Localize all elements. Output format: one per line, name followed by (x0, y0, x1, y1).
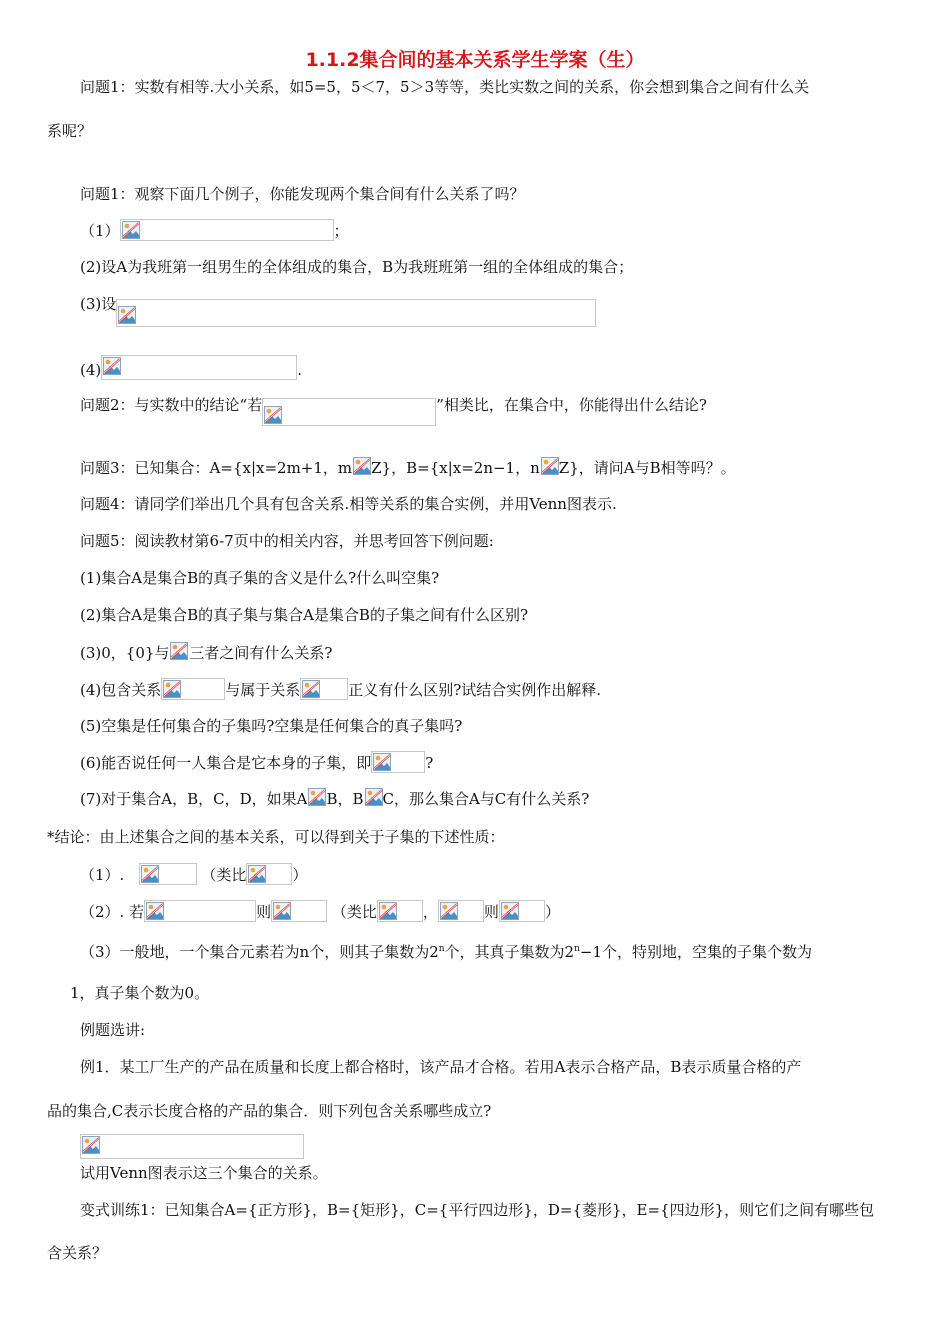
formula-image (139, 863, 197, 885)
property2-then: 则 (256, 903, 272, 921)
formula-image (120, 219, 334, 241)
formula-image (262, 398, 436, 426)
example1-line2: 品的集合,C表示长度合格的产品的集合．则下列包含关系哪些成立? (47, 1102, 492, 1120)
broken-image-icon (440, 902, 458, 920)
broken-image-icon (170, 642, 188, 660)
formula-image (116, 299, 596, 327)
broken-image-icon (103, 357, 121, 375)
question2-suffix: ”相类比，在集合中，你能得出什么结论? (436, 396, 707, 414)
property2-then2: 则 (483, 903, 499, 921)
intro-question-line1: 问题1：实数有相等.大小关系，如5=5，5＜7，5＞3等等，类比实数之间的关系，你会想到集合之间有什么关 (80, 78, 810, 96)
subset-symbol-image (364, 787, 383, 809)
sub6-prefix: (6)能否说任何一人集合是它本身的子集，即 (80, 754, 372, 772)
question3 (80, 456, 736, 479)
formula-image (438, 900, 484, 922)
question5-heading: 问题5：阅读教材第6-7页中的相关内容，并思考回答下例问题: (80, 532, 494, 550)
examples-heading: 例题选讲: (80, 1021, 146, 1039)
question2-prefix: 问题2：与实数中的结论“若 (80, 396, 263, 414)
conclusion-heading: *结论：由上述集合之间的基本关系，可以得到关于子集的下述性质： (47, 828, 505, 846)
question5-sub2: (2)集合A是集合B的真子集与集合A是集合B的子集之间有什么区别? (80, 606, 529, 624)
formula-image (246, 863, 292, 885)
broken-image-icon (122, 221, 140, 239)
venn-instruction: 试用Venn图表示这三个集合的关系。 (80, 1164, 328, 1182)
property2-analogy: （类比 (331, 903, 377, 921)
item4-suffix: . (297, 361, 303, 379)
item1-suffix: ； (333, 222, 349, 240)
formula-image (377, 900, 423, 922)
empty-set-image (169, 641, 189, 663)
question4: 问题4：请同学们举出几个具有包含关系.相等关系的集合实例，并用Venn图表示. (80, 495, 617, 513)
broken-image-icon (146, 902, 164, 920)
example1-line1: 例1．某工厂生产的产品在质量和长度上都合格时，该产品才合格。若用A表示合格产品，B表示质量合格的产 (80, 1058, 802, 1076)
broken-image-icon (373, 753, 391, 771)
question1-item2: (2)设A为我班第一组男生的全体组成的集合，B为我班班第一组的全体组成的集合； (80, 258, 634, 276)
conclusion-property2 (80, 900, 560, 923)
question3-part3: Z}，请问A与B相等吗？。 (558, 459, 736, 477)
broken-image-icon (308, 788, 326, 806)
conclusion-property3-line2: 1，真子集个数为0。 (70, 984, 210, 1002)
conclusion-property3-line1 (80, 938, 812, 963)
question3-part1: 问题3：已知集合：A={x|x=2m+1，m (80, 459, 353, 477)
subset-symbol-image (161, 678, 225, 700)
element-of-symbol-image (352, 456, 371, 478)
sub4-part-c: 正义有什么区别?试结合实例作出解释. (348, 681, 602, 699)
sub6-suffix: ? (425, 754, 434, 772)
question5-sub7 (80, 787, 589, 810)
question1-item1 (80, 219, 349, 242)
sub7-part-c: C，那么集合A与C有什么关系? (382, 790, 590, 808)
formula-image (271, 900, 327, 922)
variant1-line1: 变式训练1：已知集合A={正方形}，B={矩形}，C={平行四边形}，D={菱形}，E={四边形}，则它们之间有哪些包 (80, 1201, 875, 1219)
property2-end: ） (544, 903, 560, 921)
property3-part-c: −1个，特别地，空集的子集个数为 (579, 943, 813, 961)
element-of-symbol-image (540, 456, 559, 478)
question1-item4 (80, 355, 302, 381)
sub7-part-b: B，B (326, 790, 364, 808)
intro-question-line2: 系呢？ (47, 122, 93, 140)
formula-image (101, 355, 297, 380)
item3-prefix: (3)设 (80, 295, 117, 313)
question1-heading: 问题1：观察下面几个例子，你能发现两个集合间有什么关系了吗？ (80, 185, 525, 203)
item4-prefix: (4) (80, 361, 102, 379)
property2-comma: ， (422, 903, 438, 921)
item1-prefix: （1） (80, 222, 120, 240)
page-title: 1.1.2集合间的基本关系学生学案（生） (305, 49, 645, 71)
property3-part-b: 个，其真子集数为2 (444, 943, 575, 961)
formula-image (80, 1134, 304, 1159)
question3-part2: Z}，B={x|x=2n−1，n (371, 459, 540, 477)
question1-item3 (80, 293, 596, 327)
exponent-n: n (574, 944, 580, 954)
broken-image-icon (141, 865, 159, 883)
sub7-part-a: (7)对于集合A，B，C，D，如果A (80, 790, 308, 808)
formula-image (144, 900, 256, 922)
broken-image-icon (353, 457, 371, 475)
property1-end: ） (292, 866, 308, 884)
sub3-suffix: 三者之间有什么关系? (189, 644, 333, 662)
broken-image-icon (501, 902, 519, 920)
broken-image-icon (365, 788, 383, 806)
broken-image-icon (302, 680, 320, 698)
property1-prefix: （1）. (80, 866, 125, 884)
question5-sub5: (5)空集是任何集合的子集吗?空集是任何集合的真子集吗? (80, 717, 463, 735)
broken-image-icon (118, 306, 136, 324)
question5-sub1: (1)集合A是集合B的真子集的含义是什么?什么叫空集? (80, 569, 440, 587)
property2-prefix: （2）. 若 (80, 903, 145, 921)
sub4-part-b: 与属于关系 (225, 681, 301, 699)
broken-image-icon (541, 457, 559, 475)
question5-sub6 (80, 751, 433, 774)
sub4-part-a: (4)包含关系 (80, 681, 162, 699)
element-of-symbol-image (300, 678, 348, 700)
example1-formula (80, 1134, 304, 1160)
variant1-line2: 含关系？ (47, 1244, 108, 1262)
formula-image (499, 900, 545, 922)
broken-image-icon (163, 680, 181, 698)
sub3-prefix: (3)0，{0}与 (80, 644, 170, 662)
broken-image-icon (379, 902, 397, 920)
question2 (80, 394, 707, 426)
broken-image-icon (273, 902, 291, 920)
property3-part-a: （3）一般地，一个集合元素若为n个，则其子集数为2 (80, 943, 439, 961)
exponent-n: n (438, 944, 445, 954)
subset-symbol-image (307, 787, 326, 809)
question5-sub4 (80, 678, 601, 701)
formula-image (371, 751, 425, 773)
question5-sub3 (80, 641, 332, 664)
property1-analogy: （类比 (201, 866, 247, 884)
broken-image-icon (264, 406, 282, 424)
broken-image-icon (82, 1136, 100, 1154)
conclusion-property1 (80, 863, 307, 886)
broken-image-icon (248, 865, 266, 883)
